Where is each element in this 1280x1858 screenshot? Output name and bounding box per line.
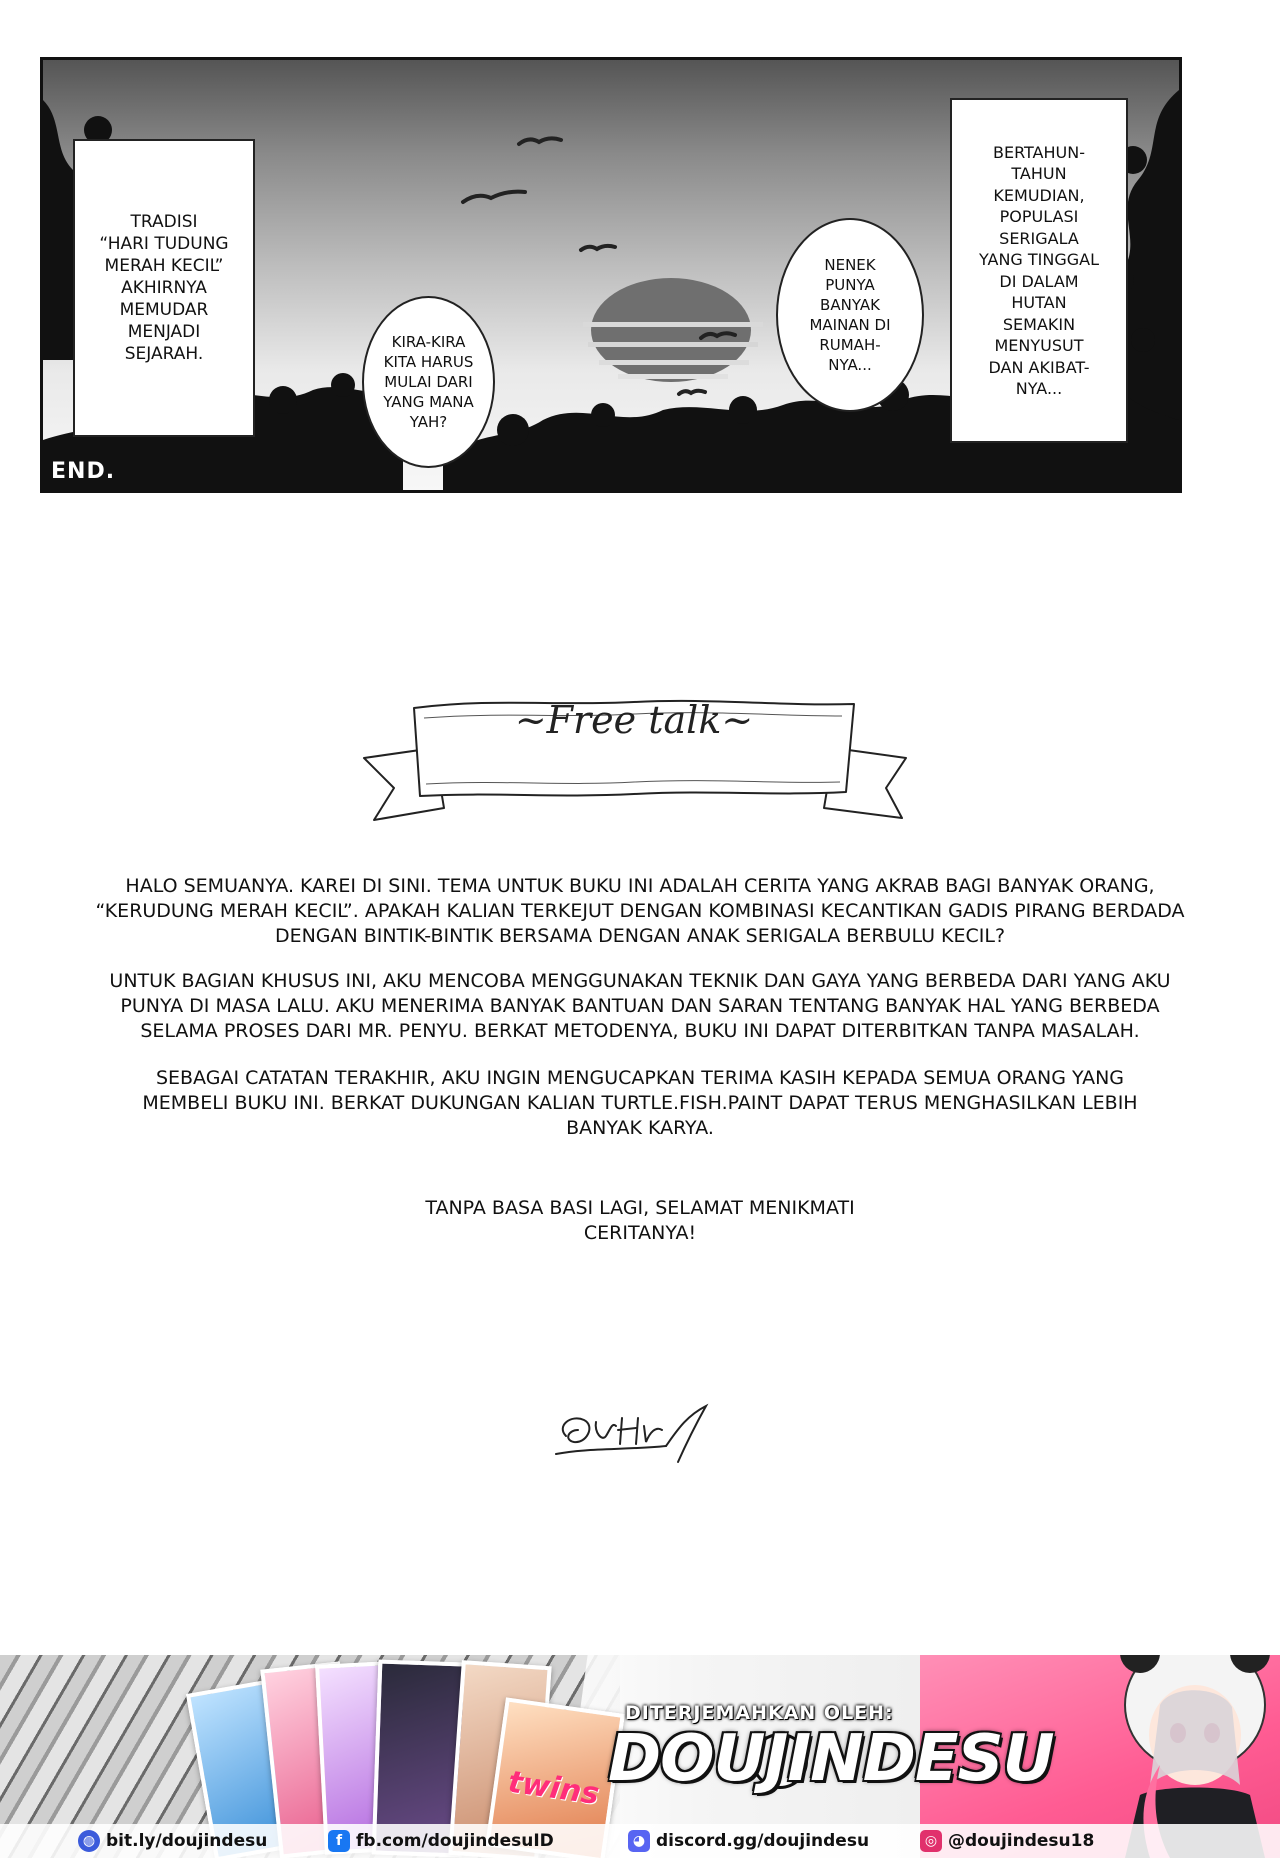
link-website-text: bit.ly/doujindesu [106,1831,268,1851]
speech-bubble-right: NENEK PUNYA BANYAK MAINAN DI RUMAH- NYA... [776,218,924,412]
caption-box-right: BERTAHUN- TAHUN KEMUDIAN, POPULASI SERIGALA YANG TINGGAL DI DALAM HUTAN SEMAKIN MENYUSUT DAN AKIBAT- NYA... [950,98,1128,443]
brand-logo: DOUJINDESU [608,1722,1054,1796]
author-signature [546,1396,726,1476]
paragraph-2: UNTUK BAGIAN KHUSUS INI, AKU MENCOBA MENGGUNAKAN TEKNIK DAN GAYA YANG BERBEDA DARI YANG AKU PUNYA DI MASA LALU. AKU MENERIMA BANYAK BANTUAN DAN SARAN TENTANG BANYAK HAL YANG BERBEDA SELAMA PROSES DARI MR. PENYU. BERKAT METODENYA, BUKU INI DAPAT DITERBITKAN TANPA MASALAH. [109,970,1171,1042]
link-website[interactable] [78,1830,267,1852]
facebook-icon: f [328,1830,350,1852]
manga-panel [40,57,1182,493]
link-discord[interactable] [628,1830,869,1852]
social-links-bar [0,1824,1280,1858]
discord-icon: ◕ [628,1830,650,1852]
instagram-icon: ◎ [920,1830,942,1852]
speech-bubble-left: KIRA-KIRA KITA HARUS MULAI DARI YANG MANA YAH? [362,296,495,468]
free-talk-body [70,874,1210,1268]
cover-card-title: twins [505,1764,602,1813]
link-instagram[interactable] [920,1830,1094,1852]
paragraph-3: SEBAGAI CATATAN TERAKHIR, AKU INGIN MENGUCAPKAN TERIMA KASIH KEPADA SEMUA ORANG YANG MEMBELI BUKU INI. BERKAT DUKUNGAN KALIAN TURTLE.FISH.PAINT DAPAT TERUS MENGHASILKAN LEBIH BANYAK KARYA. [142,1067,1138,1139]
end-label: END. [51,459,116,484]
free-talk-title: ~Free talk~ [514,698,754,742]
sun-illustration [583,278,763,382]
globe-icon: ◍ [78,1830,100,1852]
link-instagram-text: @doujindesu18 [948,1831,1095,1851]
paragraph-4: TANPA BASA BASI LAGI, SELAMAT MENIKMATI CERITANYA! [425,1197,855,1244]
translated-by-label: DITERJEMAHKAN OLEH: [625,1702,894,1724]
link-facebook-text: fb.com/doujindesuID [356,1831,554,1851]
paragraph-1: HALO SEMUANYA. KAREI DI SINI. TEMA UNTUK BUKU INI ADALAH CERITA YANG AKRAB BAGI BANYAK ORANG, “KERUDUNG MERAH KECIL”. APAKAH KALIAN TERKEJUT DENGAN KOMBINASI KECANTIKAN GADIS PIRANG BERDADA DENGAN BINTIK-BINTIK BERSAMA DENGAN ANAK SERIGALA BERBULU KECIL? [95,875,1185,947]
link-discord-text: discord.gg/doujindesu [656,1831,870,1851]
caption-box-left: TRADISI “HARI TUDUNG MERAH KECIL” AKHIRNYA MEMUDAR MENJADI SEJARAH. [73,139,255,437]
link-facebook[interactable] [328,1830,554,1852]
